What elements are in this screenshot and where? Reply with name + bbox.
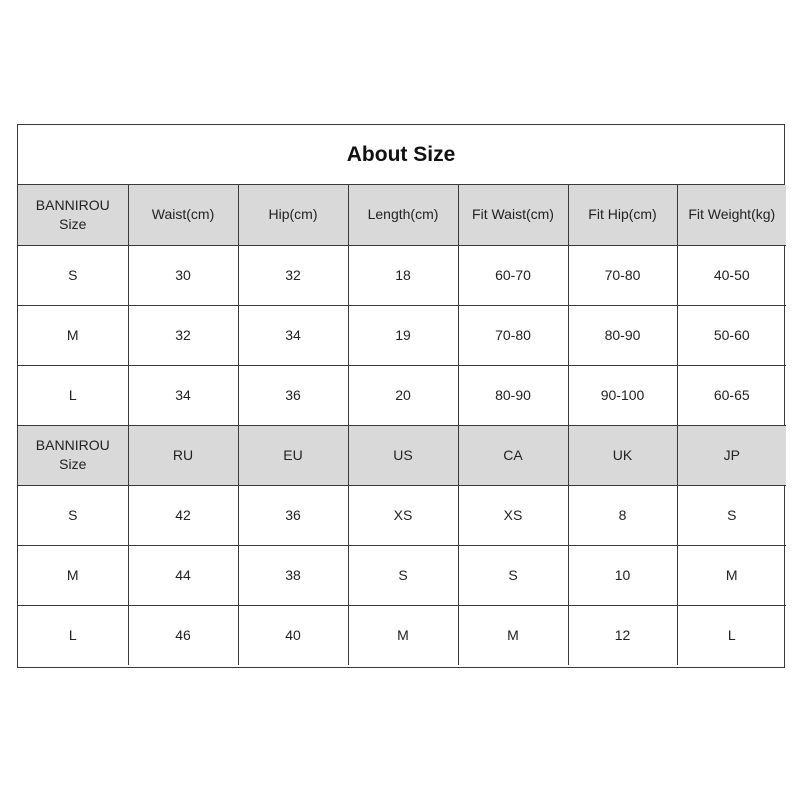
size-table-body — [18, 185, 786, 665]
table-cell: 80-90 — [458, 365, 568, 425]
table-cell: M — [458, 605, 568, 665]
table-cell: L — [18, 365, 128, 425]
table2-header-row — [18, 425, 786, 485]
header-cell: BANNIROU Size — [18, 425, 128, 485]
table-row — [18, 305, 786, 365]
table-cell: 46 — [128, 605, 238, 665]
table-cell: 60-65 — [677, 365, 786, 425]
table-cell: 34 — [238, 305, 348, 365]
header-cell: Waist(cm) — [128, 185, 238, 245]
table-row — [18, 245, 786, 305]
table-cell: S — [18, 245, 128, 305]
table-cell: 70-80 — [568, 245, 677, 305]
header-cell: UK — [568, 425, 677, 485]
header-cell: Fit Waist(cm) — [458, 185, 568, 245]
title-row — [18, 125, 784, 185]
table-cell: 12 — [568, 605, 677, 665]
table-cell: 38 — [238, 545, 348, 605]
table-cell: M — [348, 605, 458, 665]
table-cell: S — [458, 545, 568, 605]
table-row — [18, 605, 786, 665]
size-table — [18, 185, 786, 665]
table-cell: 40-50 — [677, 245, 786, 305]
size-chart — [17, 124, 785, 668]
table-cell: 70-80 — [458, 305, 568, 365]
header-cell: Length(cm) — [348, 185, 458, 245]
header-cell: Fit Hip(cm) — [568, 185, 677, 245]
header-cell: BANNIROU Size — [18, 185, 128, 245]
table-cell: 36 — [238, 365, 348, 425]
table-cell: 50-60 — [677, 305, 786, 365]
table-cell: S — [348, 545, 458, 605]
table-cell: 10 — [568, 545, 677, 605]
table-cell: L — [18, 605, 128, 665]
table1-header-row — [18, 185, 786, 245]
table-cell: 60-70 — [458, 245, 568, 305]
table-cell: XS — [348, 485, 458, 545]
header-cell: JP — [677, 425, 786, 485]
table-cell: 44 — [128, 545, 238, 605]
table-cell: 36 — [238, 485, 348, 545]
table-cell: XS — [458, 485, 568, 545]
table-cell: S — [677, 485, 786, 545]
table-cell: 18 — [348, 245, 458, 305]
header-cell: CA — [458, 425, 568, 485]
table-row — [18, 485, 786, 545]
table-row — [18, 545, 786, 605]
header-cell: Fit Weight(kg) — [677, 185, 786, 245]
table-cell: 32 — [238, 245, 348, 305]
table-cell: M — [18, 545, 128, 605]
table-cell: S — [18, 485, 128, 545]
header-cell: EU — [238, 425, 348, 485]
table-cell: 20 — [348, 365, 458, 425]
table-row — [18, 365, 786, 425]
table-cell: 90-100 — [568, 365, 677, 425]
table-cell: 40 — [238, 605, 348, 665]
header-cell: Hip(cm) — [238, 185, 348, 245]
table-cell: 42 — [128, 485, 238, 545]
table-cell: L — [727, 626, 736, 643]
header-cell: RU — [128, 425, 238, 485]
table-cell: 34 — [128, 365, 238, 425]
table-cell: 30 — [128, 245, 238, 305]
table-cell: 80-90 — [568, 305, 677, 365]
table-cell: 8 — [568, 485, 677, 545]
page-title: About Size — [346, 142, 456, 166]
header-cell: US — [348, 425, 458, 485]
table-cell: M — [677, 545, 786, 605]
table-cell: 19 — [348, 305, 458, 365]
table-cell: M — [18, 305, 128, 365]
table-cell: 32 — [128, 305, 238, 365]
